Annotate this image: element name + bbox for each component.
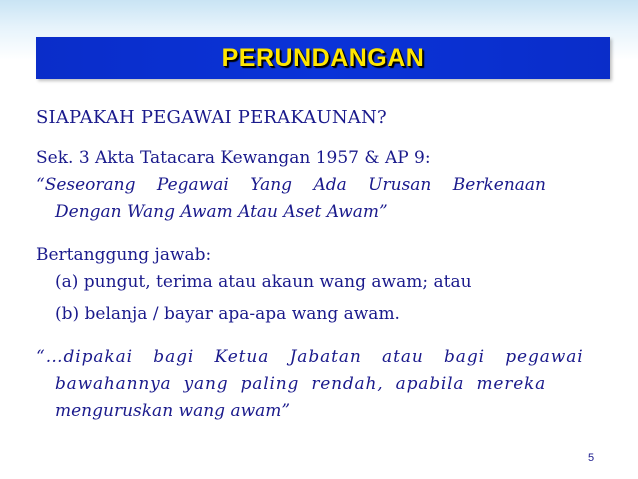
slide-content (36, 107, 596, 425)
scope-quote-line-2: bawahannya yang paling rendah, apabila mereka (55, 374, 547, 394)
responsibility-label: Bertanggung jawab: (36, 245, 212, 265)
definition-quote-line-1: “Seseorang Pegawai Yang Ada Urusan Berkenaan (36, 175, 546, 195)
definition-quote-line-2: Dengan Wang Awam Atau Aset Awam” (55, 202, 388, 222)
scope-quote-line-3: menguruskan wang awam” (55, 401, 291, 421)
scope-quote-line-1: “…dipakai bagi Ketua Jabatan atau bagi pegawai (36, 347, 584, 367)
responsibility-item-a: (a) pungut, terima atau akaun wang awam; atau (55, 272, 472, 292)
title-bar (36, 37, 610, 79)
slide-heading: SIAPAKAH PEGAWAI PERAKAUNAN? (36, 107, 387, 128)
slide-title: PERUNDANGAN (221, 43, 425, 72)
legal-reference: Sek. 3 Akta Tatacara Kewangan 1957 & AP 9: (36, 148, 431, 168)
responsibility-item-b: (b) belanja / bayar apa-apa wang awam. (55, 304, 400, 324)
page-number: 5 (588, 452, 595, 464)
